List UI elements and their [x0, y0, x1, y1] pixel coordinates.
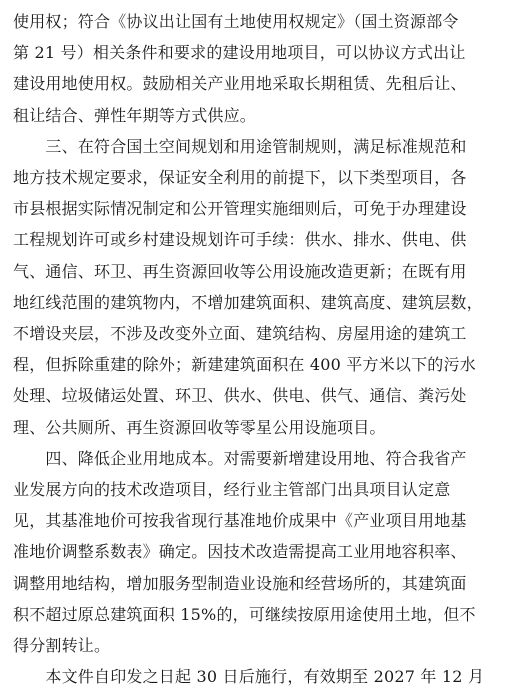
text-line: 业发展方向的技术改造项目，经行业主管部门出具项目认定意 — [13, 480, 451, 500]
text-line: 本文件自印发之日起 30 日后施行，有效期至 2027 年 12 月 — [13, 667, 485, 687]
text-line: 工程规划许可或乡村建设规划许可手续：供水、排水、供电、供 — [13, 230, 467, 250]
text-line: 调整用地结构，增加服务型制造业设施和经营场所的，其建筑面 — [13, 573, 467, 593]
text-line: 地方技术规定要求，保证安全利用的前提下，以下类型项目，各 — [13, 168, 467, 188]
text-line: 四、降低企业用地成本。对需要新增建设用地、符合我省产 — [13, 448, 467, 468]
text-line: 租让结合、弹性年期等方式供应。 — [13, 105, 257, 125]
paragraph-land-use-right-tail — [13, 6, 501, 131]
text-line: 得分割转让。 — [13, 636, 111, 656]
text-line: 第 21 号）相关条件和要求的建设用地项目，可以协议方式出让 — [13, 43, 466, 63]
text-line: 不增设夹层，不涉及改变外立面、建筑结构、房屋用途的建筑工 — [13, 324, 467, 344]
text-line: 见，其基准地价可按我省现行基准地价成果中《产业项目用地基 — [13, 511, 467, 531]
text-line: 准地价调整系数表》确定。因技术改造需提高工业用地容积率、 — [13, 542, 467, 562]
text-line: 处理、垃圾储运处置、环卫、供水、供电、供气、通信、粪污处 — [13, 386, 467, 406]
text-line: 建设用地使用权。鼓励相关产业用地采取长期租赁、先租后让、 — [13, 74, 467, 94]
paragraph-effective-date — [13, 661, 501, 692]
text-line: 三、在符合国土空间规划和用途管制规则，满足标准规范和 — [13, 136, 467, 156]
text-line: 市县根据实际情况制定和公开管理实施细则后，可免于办理建设 — [13, 199, 467, 219]
paragraph-item-three — [13, 131, 501, 443]
text-line: 积不超过原总建筑面积 15%的，可继续按原用途使用土地，但不 — [13, 604, 476, 624]
text-line: 气、通信、环卫、再生资源回收等公用设施改造更新；在既有用 — [13, 261, 467, 281]
text-line: 地红线范围的建筑物内，不增加建筑面积、建筑高度、建筑层数， — [13, 292, 483, 312]
text-line: 使用权；符合《协议出让国有土地使用权规定》（国土资源部令 — [13, 12, 459, 31]
text-line: 程，但拆除重建的除外；新建建筑面积在 400 平方米以下的污水 — [13, 355, 476, 375]
paragraph-item-four — [13, 443, 501, 661]
text-line: 理、公共厕所、再生资源回收等零星公用设施项目。 — [13, 417, 386, 437]
